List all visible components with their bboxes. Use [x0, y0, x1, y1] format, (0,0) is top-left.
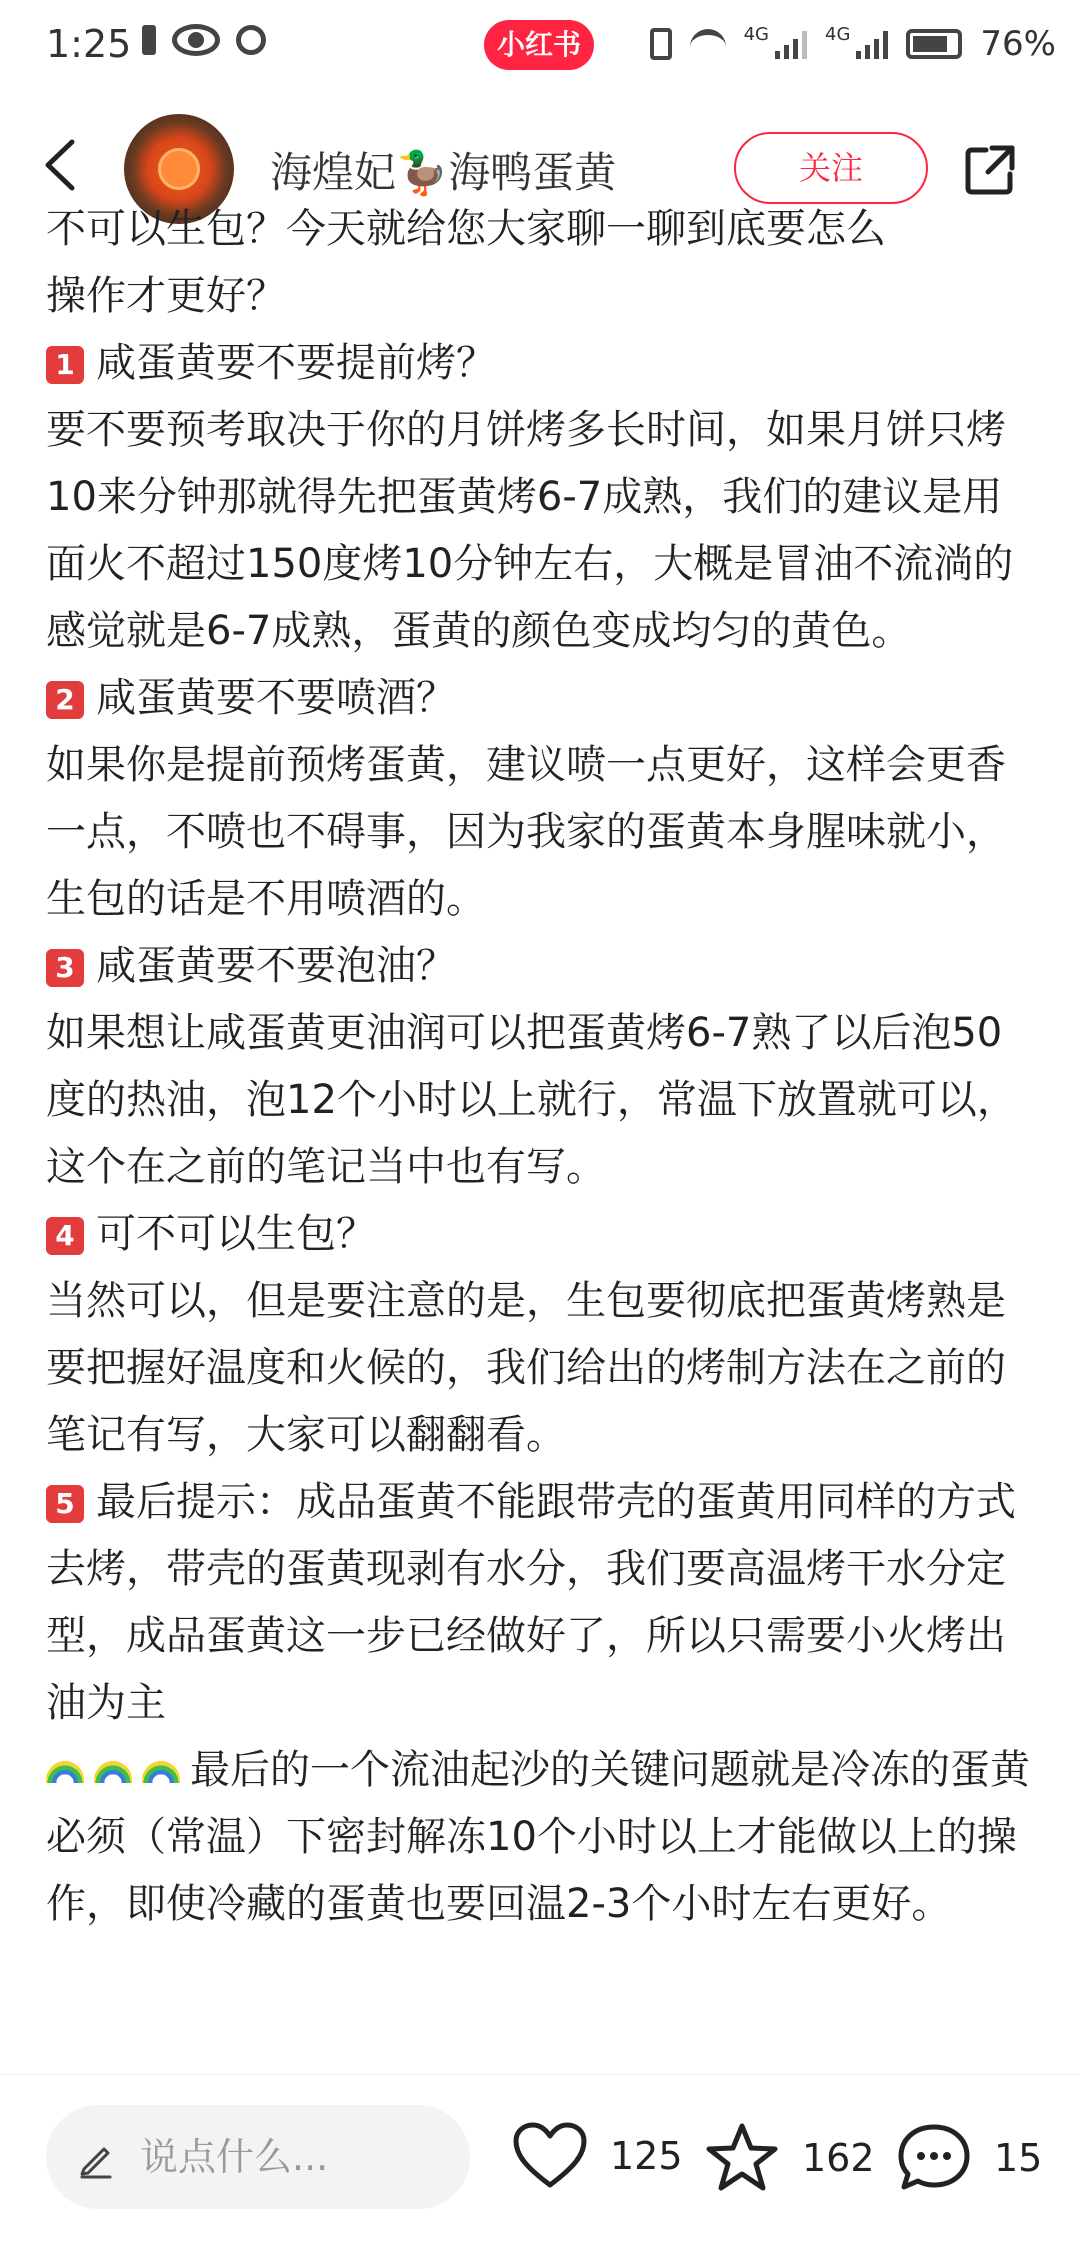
closing-paragraph: [46, 1737, 1036, 1938]
network-label-1: 4G: [743, 24, 770, 45]
rainbow-icon: [142, 1761, 180, 1783]
collect-button[interactable]: [704, 2121, 875, 2195]
battery-saver-icon: [142, 25, 156, 55]
section-answer: 如果你是提前预烤蛋黄，建议喷一点更好，这样会更香一点，不喷也不碍事，因为我家的蛋黄本身腥味就小，生包的话是不用喷酒的。: [46, 742, 1006, 922]
status-bar: [0, 0, 1080, 92]
section-question: [46, 330, 1036, 397]
like-button[interactable]: [512, 2121, 683, 2191]
like-count: 125: [610, 2134, 683, 2178]
note-content: [46, 196, 1036, 2076]
battery-icon: [906, 29, 962, 59]
share-icon[interactable]: [962, 142, 1018, 198]
alarm-icon: [236, 25, 266, 55]
eye-icon: [172, 24, 220, 56]
status-time: 1:25: [46, 22, 132, 66]
question-text: 咸蛋黄要不要提前烤？: [96, 340, 496, 386]
follow-button[interactable]: 关注: [734, 132, 928, 204]
back-arrow-icon[interactable]: [42, 138, 76, 192]
final-tip-text: 最后提示：成品蛋黄不能跟带壳的蛋黄用同样的方式去烤，带壳的蛋黄现剥有水分，我们要高温烤干水分定型，成品蛋黄这一步已经做好了，所以只需要小火烤出油为主: [46, 1479, 1016, 1726]
question-text: 可不可以生包？: [96, 1211, 376, 1257]
number-badge-icon: 3: [46, 949, 84, 987]
status-left-icons: [142, 24, 266, 56]
comment-input[interactable]: [46, 2105, 470, 2209]
chat-bubble-icon: [896, 2121, 972, 2195]
star-icon: [704, 2121, 780, 2195]
network-label-2: 4G: [825, 24, 851, 45]
comment-button[interactable]: [896, 2121, 1042, 2195]
intro-text: 操作才更好？: [46, 273, 286, 319]
wifi-icon: [690, 29, 726, 59]
question-text: 咸蛋黄要不要泡油？: [96, 943, 456, 989]
app-badge: 小红书: [484, 20, 594, 70]
bottom-action-bar: [0, 2074, 1080, 2245]
question-text: 咸蛋黄要不要喷酒？: [96, 675, 456, 721]
battery-percent: 76%: [980, 24, 1056, 64]
section-answer: 当然可以，但是要注意的是，生包要彻底把蛋黄烤熟是要把握好温度和火候的，我们给出的烤制方法在之前的笔记有写，大家可以翻翻看。: [46, 1278, 1006, 1458]
comment-placeholder: 说点什么...: [140, 2135, 329, 2179]
final-tip: [46, 1469, 1036, 1737]
number-badge-icon: 2: [46, 681, 84, 719]
status-right-icons: [650, 24, 1056, 64]
pen-icon: [76, 2139, 116, 2179]
heart-icon: [512, 2121, 588, 2191]
rainbow-icon: [94, 1761, 132, 1783]
closing-text: 最后的一个流油起沙的关键问题就是冷冻的蛋黄必须（常温）下密封解冻10个小时以上才能做以上的操作，即使冷藏的蛋黄也要回温2-3个小时左右更好。: [46, 1747, 1030, 1927]
section-answer: 如果想让咸蛋黄更油润可以把蛋黄烤6-7熟了以后泡50度的热油，泡12个小时以上就行，常温下放置就可以，这个在之前的笔记当中也有写。: [46, 1010, 1017, 1190]
author-name[interactable]: 海煌妃🦆海鸭蛋黄: [270, 148, 617, 197]
intro-cut-text: 不可以生包？今天就给您大家聊一聊到底要怎么: [46, 206, 886, 252]
section-question: [46, 1201, 1036, 1268]
comment-count: 15: [994, 2136, 1043, 2180]
section-answer: 要不要预考取决于你的月饼烤多长时间，如果月饼只烤10来分钟那就得先把蛋黄烤6-7成熟，我们的建议是用面火不超过150度烤10分钟左右，大概是冒油不流淌的感觉就是6-7成熟，蛋黄的颜色变成均匀的黄色。: [46, 407, 1014, 654]
signal-icon-1: [775, 29, 807, 59]
section-question: [46, 933, 1036, 1000]
section-question: [46, 665, 1036, 732]
vibrate-icon: [650, 28, 672, 60]
collect-count: 162: [802, 2136, 875, 2180]
signal-icon-2: [856, 29, 888, 59]
number-badge-icon: 4: [46, 1217, 84, 1255]
number-badge-icon: 5: [46, 1485, 84, 1523]
rainbow-icon: [46, 1761, 84, 1783]
number-badge-icon: 1: [46, 346, 84, 384]
